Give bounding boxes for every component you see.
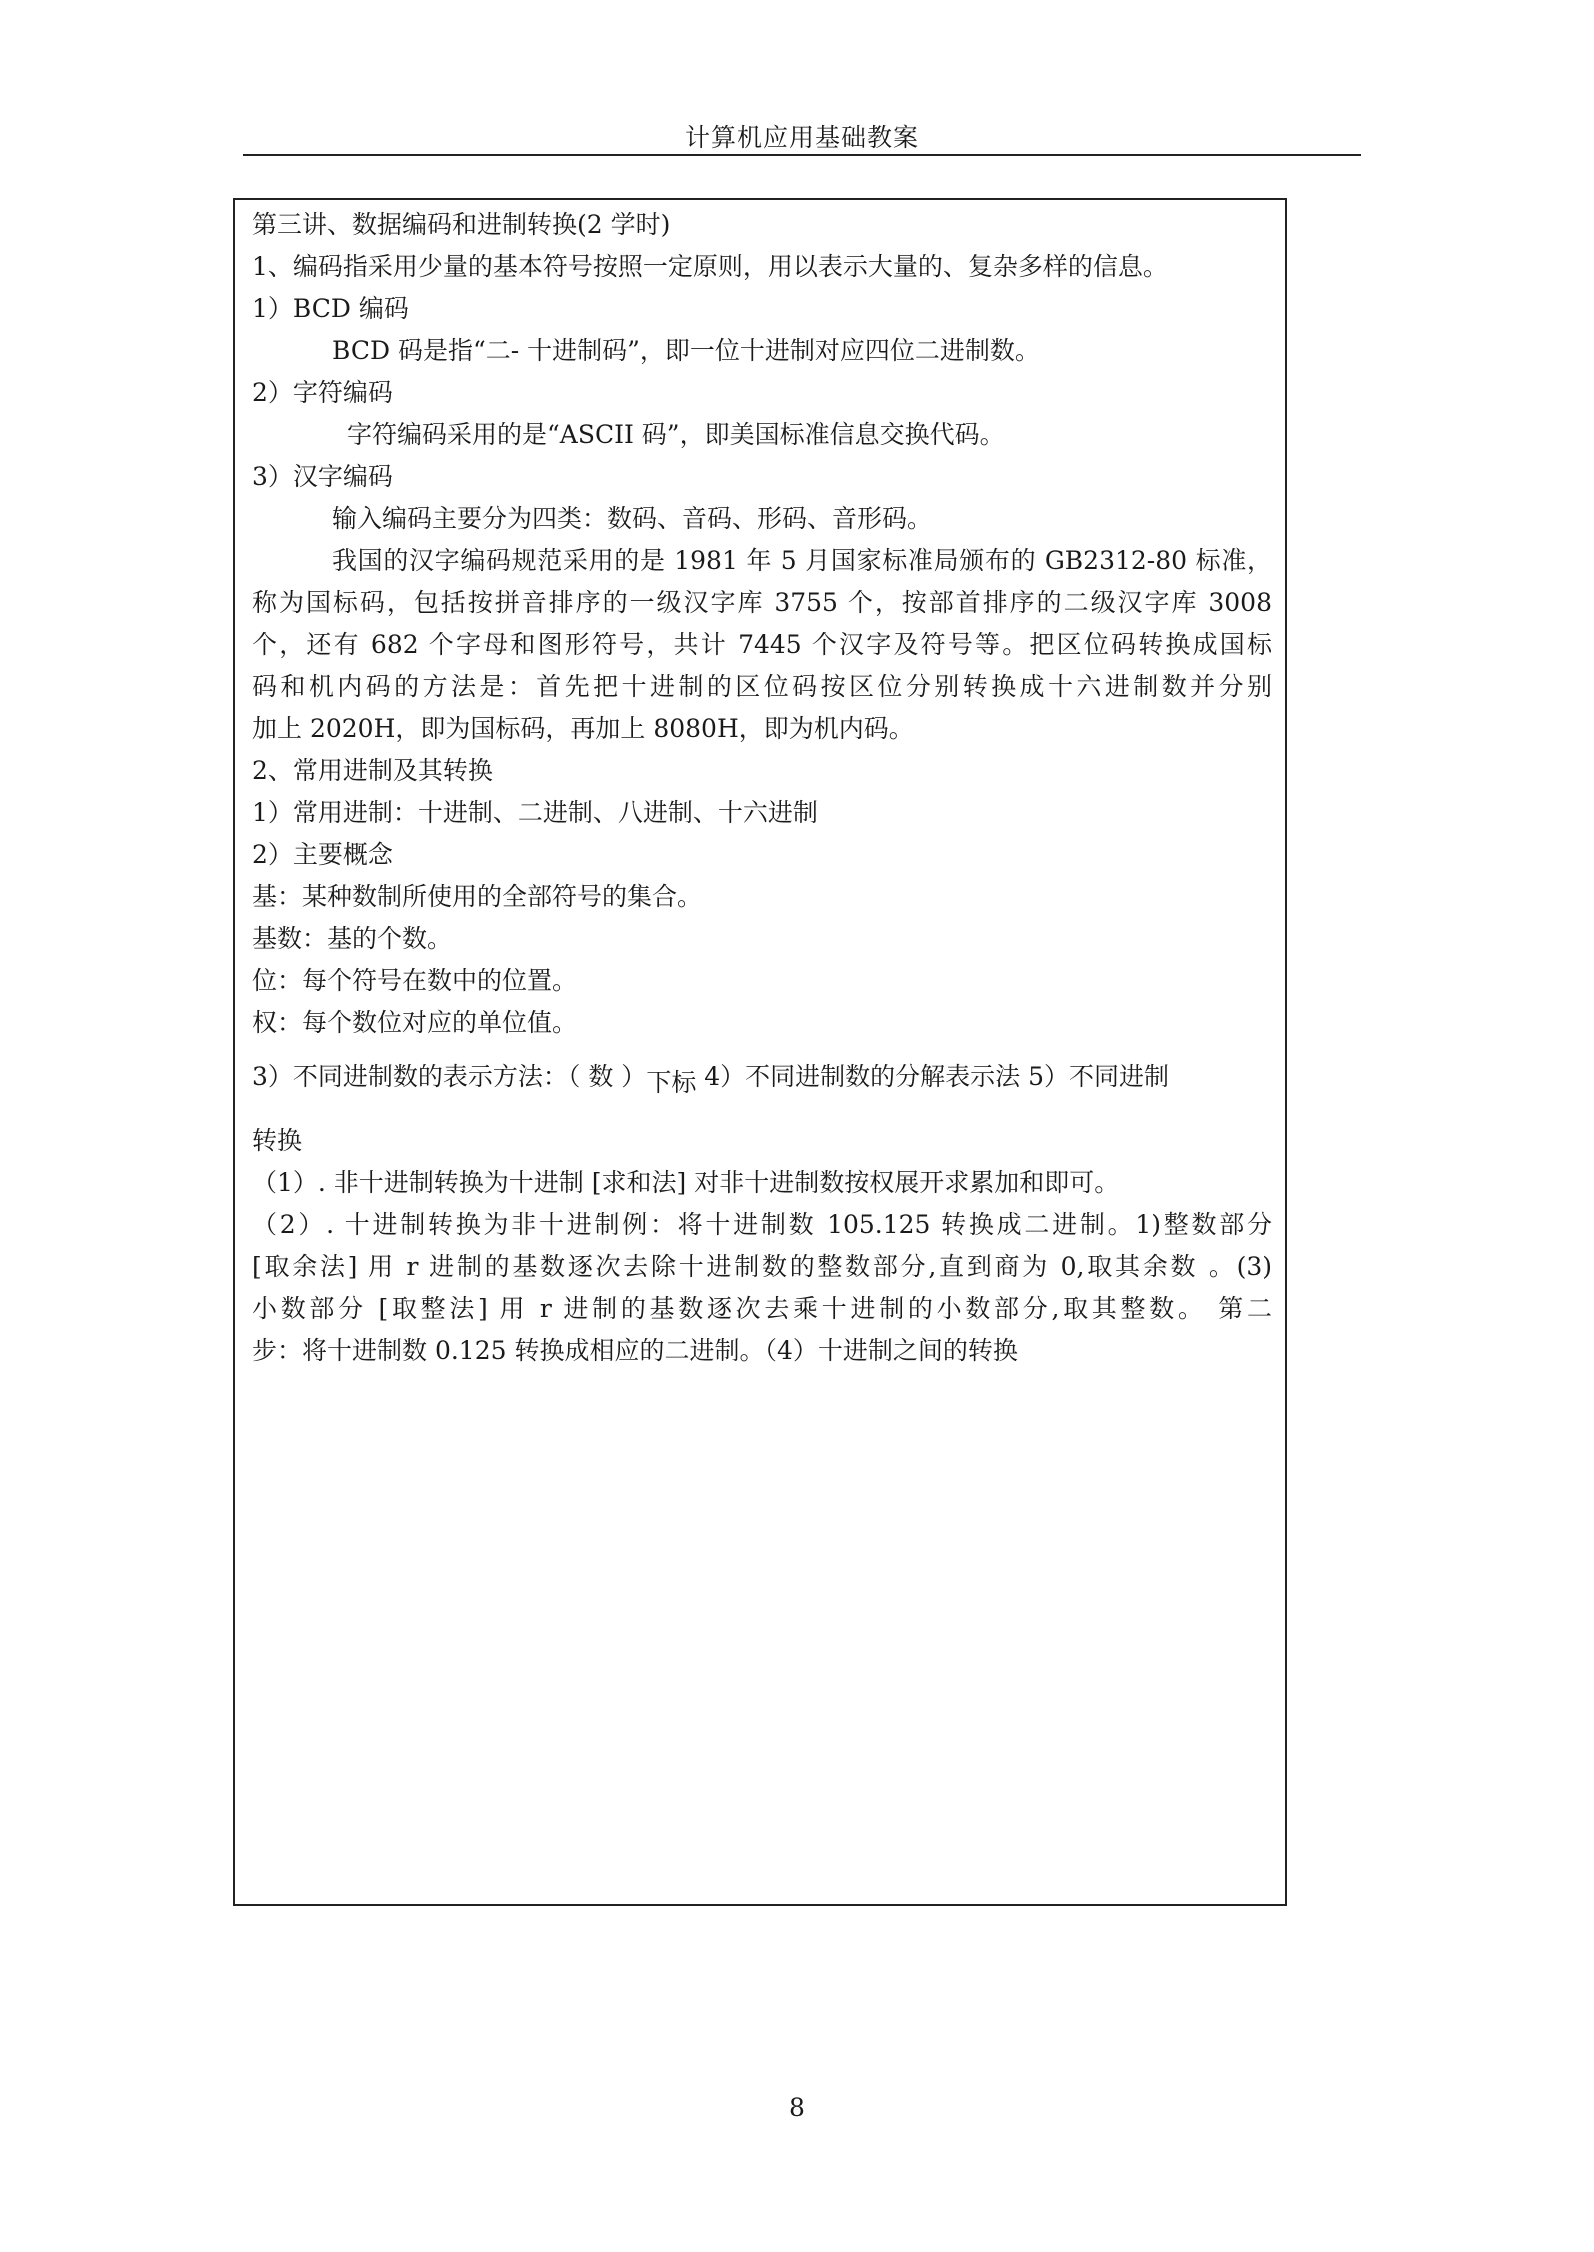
paragraph-line: [取余法] 用 r 进制的基数逐次去除十进制数的整数部分,直到商为 0,取其余数 。(3) [252,1252,1272,1281]
definition-line: 权：每个数位对应的单位值。 [252,1008,578,1037]
paragraph-line: 1）常用进制：十进制、二进制、八进制、十六进制 [252,798,818,827]
lesson-content-box [233,198,1287,1906]
paragraph-line: 步：将十进制数 0.125 转换成相应的二进制。（4）十进制之间的转换 [252,1336,1018,1365]
definition-line: 位：每个符号在数中的位置。 [252,966,578,995]
paragraph-line: BCD 码是指“二- 十进制码”，即一位十进制对应四位二进制数。 [332,336,1040,365]
section-heading: 2）字符编码 [252,378,393,407]
notation-tail: 4）不同进制数的分解表示法 5）不同进制 [696,1062,1170,1091]
section-heading: 2）主要概念 [252,840,393,869]
lesson-title: 第三讲、数据编码和进制转换(2 学时) [252,210,671,239]
notation-line [252,1056,1272,1108]
subscript-text: 下标 [646,1068,697,1097]
page-number: 8 [789,2093,805,2122]
paragraph-line: 转换 [252,1126,303,1155]
paragraph-line: 码和机内码的方法是：首先把十进制的区位码按区位分别转换成十六进制数并分别 [252,672,1272,701]
definition-line: 基：某种数制所使用的全部符号的集合。 [252,882,703,911]
paragraph-line: 小数部分 [取整法] 用 r 进制的基数逐次去乘十进制的小数部分,取其整数。 第二 [252,1294,1272,1323]
section-heading: 1）BCD 编码 [252,294,409,323]
paragraph-line: 称为国标码，包括按拼音排序的一级汉字库 3755 个，按部首排序的二级汉字库 3008 [252,588,1272,617]
section-heading: 3）汉字编码 [252,462,393,491]
notation-text: 3）不同进制数的表示方法：（ 数 ） [252,1062,647,1091]
paragraph-line: 我国的汉字编码规范采用的是 1981 年 5 月国家标准局颁布的 GB2312-80 标准， [332,546,1272,575]
paragraph-line: 字符编码采用的是“ASCII 码”，即美国标准信息交换代码。 [347,420,1005,449]
paragraph-line: 输入编码主要分为四类：数码、音码、形码、音形码。 [332,504,933,533]
paragraph-line: （2）. 十进制转换为非十进制例：将十进制数 105.125 转换成二进制。1)整数部分 [252,1210,1272,1239]
paragraph-line: 1、编码指采用少量的基本符号按照一定原则，用以表示大量的、复杂多样的信息。 [252,252,1168,281]
header-rule [243,154,1361,156]
paragraph-line: （1）. 非十进制转换为十进制 [求和法] 对非十进制数按权展开求累加和即可。 [252,1168,1120,1197]
paragraph-line: 个，还有 682 个字母和图形符号，共计 7445 个汉字及符号等。把区位码转换成国标 [252,630,1272,659]
section-heading: 2、常用进制及其转换 [252,756,493,785]
lesson-content [252,204,1272,1372]
document-header: 计算机应用基础教案 [684,123,919,152]
definition-line: 基数：基的个数。 [252,924,453,953]
paragraph-line: 加上 2020H，即为国标码，再加上 8080H，即为机内码。 [252,714,914,743]
